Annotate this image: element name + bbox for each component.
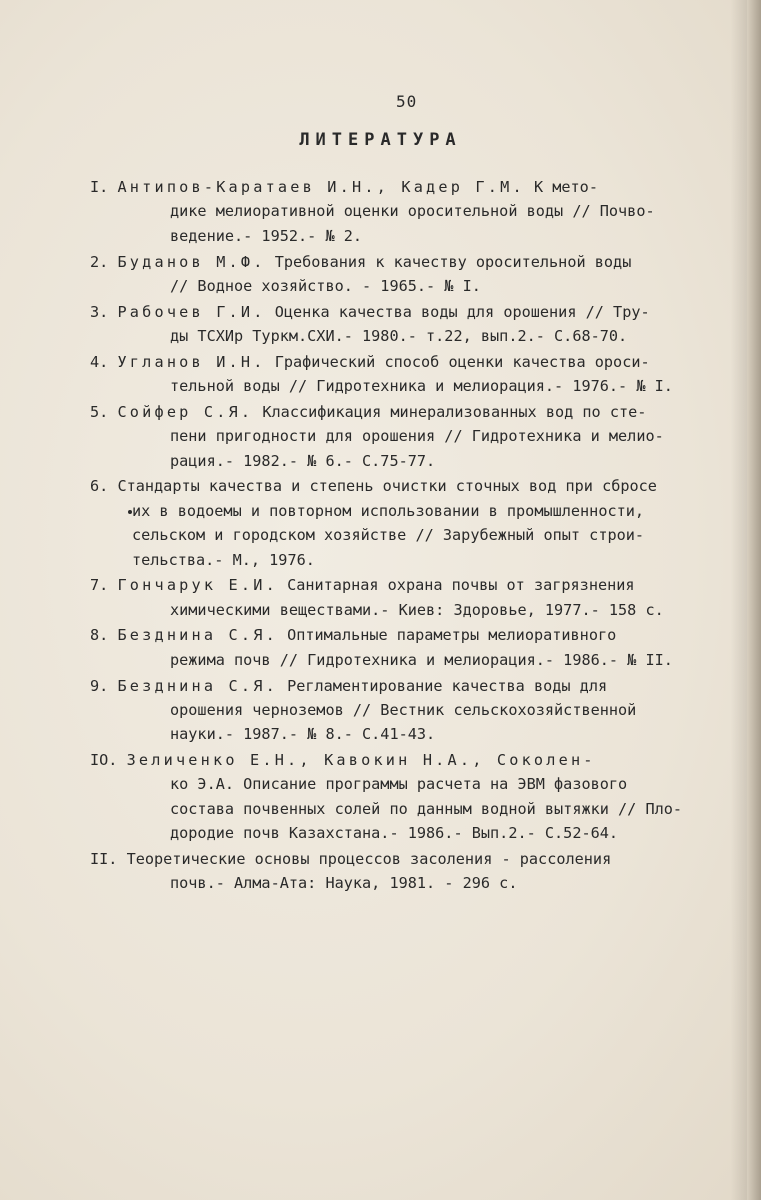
reference-item [90, 300, 730, 349]
reference-number: 2. [90, 252, 109, 271]
reference-authors: Гончарук Е.И. [117, 576, 278, 595]
reference-list [90, 175, 730, 897]
reference-text: Графический способ оценки качества ороси- [274, 352, 650, 371]
reference-continuation: ды ТСХИр Туркм.СХИ.- 1980.- т.22, вып.2.- С.68-70. [170, 327, 628, 346]
reference-continuation: состава почвенных солей по данным водной вытяжки // Пло- [170, 799, 683, 818]
reference-number: 4. [90, 352, 109, 371]
reference-continuation: тельной воды // Гидротехника и мелиорация.- 1976.- № I. [170, 377, 673, 396]
reference-continuation: химическими веществами.- Киев: Здоровье, 1977.- 158 с. [170, 600, 664, 619]
reference-number: 7. [90, 576, 109, 595]
reference-number: 9. [90, 676, 109, 695]
reference-item [90, 847, 730, 896]
reference-authors: Угланов И.Н. [117, 352, 266, 371]
reference-continuation: дородие почв Казахстана.- 1986.- Вып.2.- С.52-64. [170, 824, 619, 843]
reference-continuation: ко Э.А. Описание программы расчета на ЭВМ фазового [170, 775, 628, 794]
reference-item [90, 674, 730, 747]
reference-continuation: // Водное хозяйство. - 1965.- № I. [170, 276, 481, 295]
reference-item [90, 748, 730, 846]
reference-text: Оценка качества воды для орошения // Тру- [274, 302, 650, 321]
reference-continuation: орошения черноземов // Вестник сельскохозяйственной [170, 700, 637, 719]
reference-number: 5. [90, 402, 109, 421]
reference-authors: Безднина С.Я. [117, 626, 278, 645]
reference-number: 3. [90, 302, 109, 321]
reference-item [90, 474, 730, 572]
reference-continuation: сельском и городском хозяйстве // Зарубежный опыт строи- [132, 526, 645, 545]
reference-continuation: их в водоемы и повторном использовании в промышленности, [132, 501, 645, 520]
reference-authors: Зеличенко Е.Н., Кавокин Н.А., Соколен- [126, 751, 596, 770]
reference-item [90, 175, 730, 248]
reference-continuation: тельства.- М., 1976. [132, 550, 315, 569]
reference-item [90, 573, 730, 622]
reference-continuation: ведение.- 1952.- № 2. [170, 226, 363, 245]
reference-number: IO. [90, 751, 118, 770]
reference-authors: Сойфер С.Я. [117, 402, 254, 421]
reference-continuation: почв.- Алма-Ата: Наука, 1981. - 296 с. [170, 874, 518, 893]
reference-number: I. [90, 178, 109, 196]
reference-text: Требования к качеству оросительной воды [274, 252, 632, 271]
reference-number: 6. [90, 477, 109, 496]
reference-authors: Рабочев Г.И. [117, 302, 266, 321]
reference-number: II. [90, 849, 118, 868]
page-title: ЛИТЕРАТУРА [299, 130, 462, 150]
reference-item [90, 400, 730, 473]
page-edge [747, 0, 761, 1200]
reference-text: К мето- [533, 178, 598, 196]
reference-text: Оптимальные параметры мелиоративного [287, 626, 617, 645]
reference-text: Классификация минерализованных вод по сте- [262, 402, 647, 421]
reference-text: Санитарная охрана почвы от загрязнения [287, 576, 635, 595]
reference-authors: Буданов М.Ф. [117, 252, 266, 271]
reference-continuation: пени пригодности для орошения // Гидротехника и мелио- [170, 427, 664, 446]
reference-authors: Антипов-Каратаев И.Н., Кадер Г.М. [117, 178, 525, 196]
reference-continuation: режима почв // Гидротехника и мелиорация.- 1986.- № II. [170, 650, 673, 669]
reference-number: 8. [90, 626, 109, 645]
reference-continuation: науки.- 1987.- № 8.- С.41-43. [170, 725, 436, 744]
reference-item [90, 350, 730, 399]
reference-authors: Безднина С.Я. [117, 676, 278, 695]
reference-item [90, 250, 730, 299]
reference-text: Регламентирование качества воды для [287, 676, 608, 695]
reference-continuation: рация.- 1982.- № 6.- С.75-77. [170, 451, 436, 470]
reference-item [90, 623, 730, 672]
reference-text: Стандарты качества и степень очистки сточных вод при сбросе [117, 477, 657, 496]
page-number: 50 [396, 92, 418, 111]
reference-text: Теоретические основы процессов засоления - рассоления [126, 849, 612, 868]
reference-continuation: дике мелиоративной оценки оросительной воды // Почво- [170, 202, 655, 221]
